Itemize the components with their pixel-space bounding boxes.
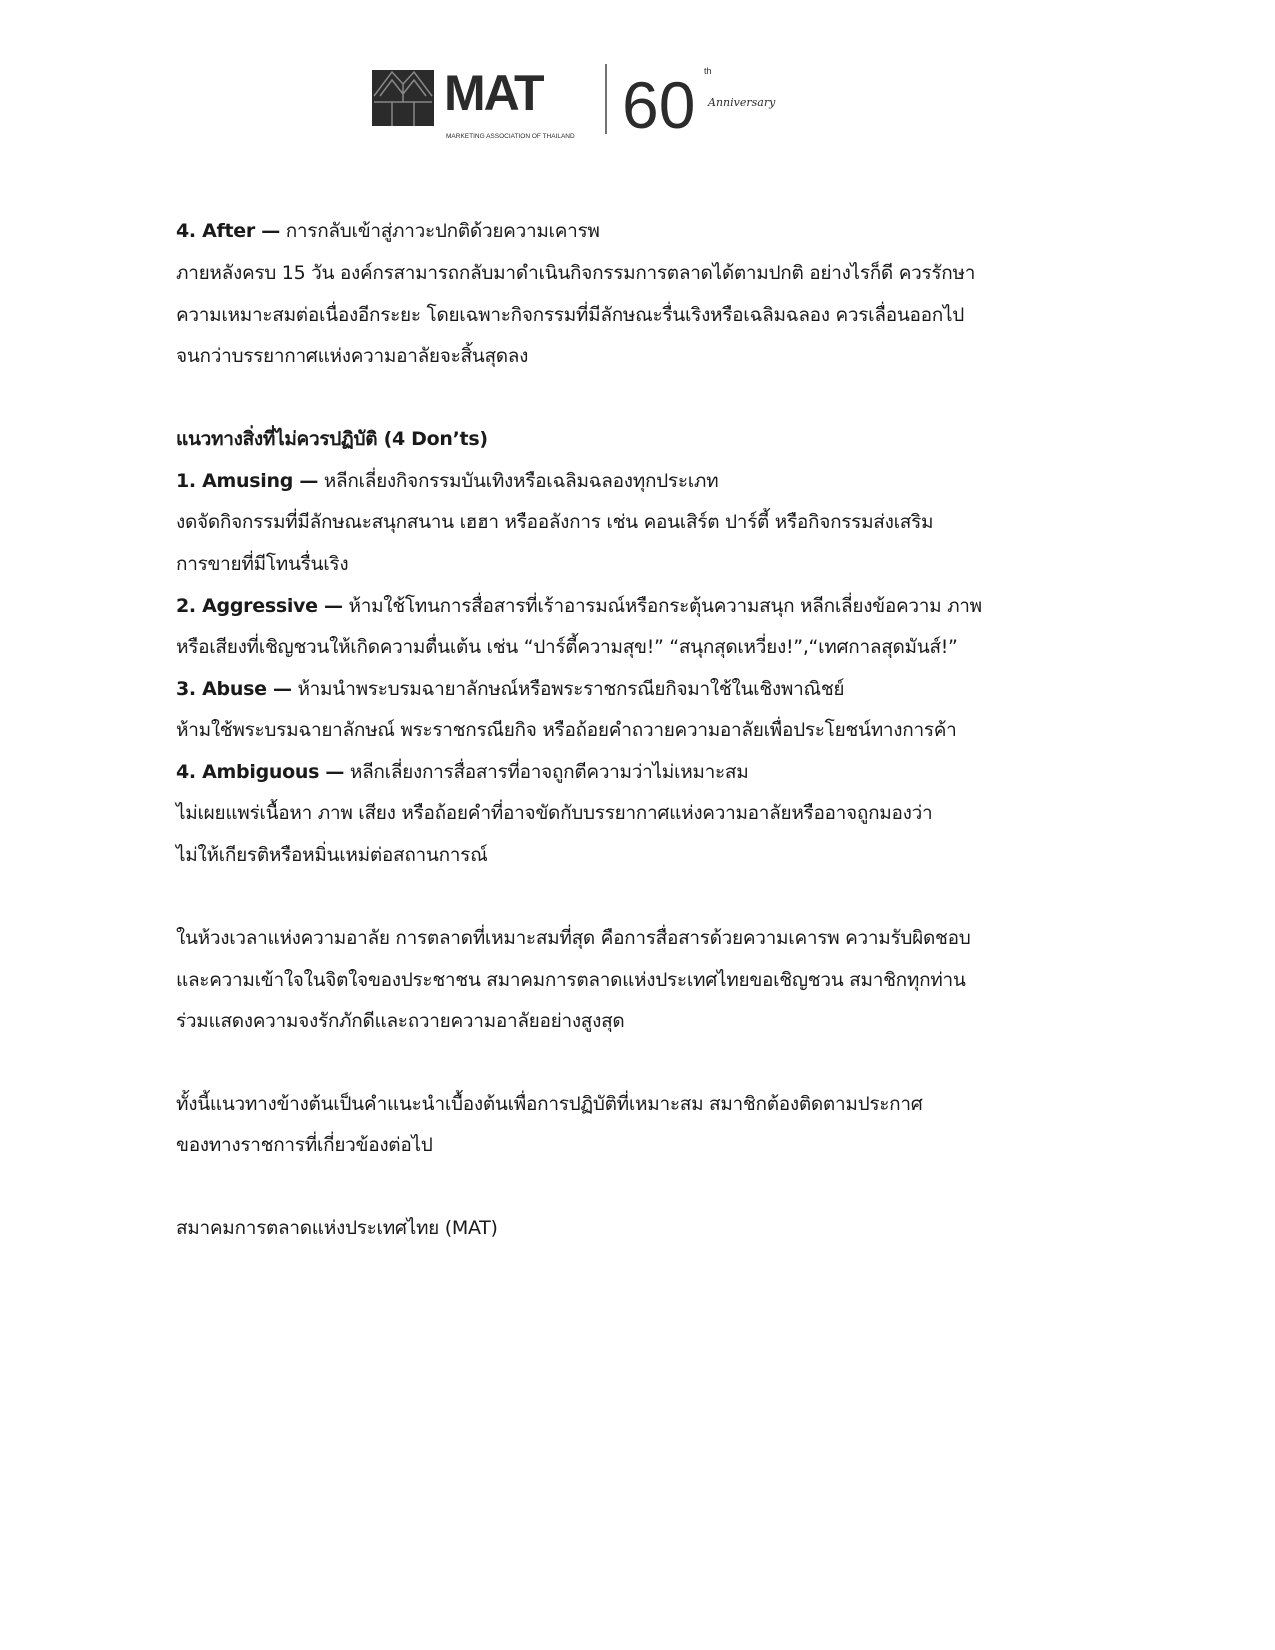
line-text: ของทางราชการที่เกี่ยวข้องต่อไป	[176, 1134, 433, 1156]
line-text: การกลับเข้าสู่ภาวะปกติด้วยความเคารพ	[279, 220, 600, 242]
paragraph-line	[176, 260, 975, 286]
line-text: จนกว่าบรรยากาศแห่งความอาลัยจะสิ้นสุดลง	[176, 345, 529, 367]
logo-brand: MAT	[444, 65, 543, 121]
logo-tagline: MARKETING ASSOCIATION OF THAILAND	[446, 133, 575, 140]
line-text: ความเหมาะสมต่อเนื่องอีกระยะ โดยเฉพาะกิจกรรมที่มีลักษณะรื่นเริงหรือเฉลิมฉลอง ควรเลื่อนออกไป	[176, 304, 964, 326]
line-text: ทั้งนี้แนวทางข้างต้นเป็นคำแนะนำเบื้องต้นเพื่อการปฏิบัติที่เหมาะสม สมาชิกต้องติดตามประกาศ	[176, 1093, 923, 1115]
line-text: ไม่เผยแพร่เนื้อหา ภาพ เสียง หรือถ้อยคำที่อาจขัดกับบรรยากาศแห่งความอาลัยหรืออาจถูกมองว่า	[176, 802, 933, 824]
paragraph-line	[176, 1091, 922, 1117]
paragraph-line	[176, 1215, 498, 1241]
paragraph-line	[176, 509, 933, 535]
line-text: และความเข้าใจในจิตใจของประชาชน สมาคมการตลาดแห่งประเทศไทยขอเชิญชวน สมาชิกทุกท่าน	[176, 969, 966, 991]
line-text: หลีกเลี่ยงกิจกรรมบันเทิงหรือเฉลิมฉลองทุกประเภท	[318, 470, 719, 492]
line-text: ในห้วงเวลาแห่งความอาลัย การตลาดที่เหมาะสมที่สุด คือการสื่อสารด้วยความเคารพ ความรับผิดชอบ	[176, 927, 971, 949]
paragraph-line	[176, 676, 844, 702]
mat-60th-anniversary-logo	[372, 62, 802, 146]
mat-logo-icon	[372, 62, 802, 146]
bold-lead: 3. Abuse —	[176, 678, 292, 700]
line-text: ห้ามนำพระบรมฉายาลักษณ์หรือพระราชกรณียกิจมาใช้ในเชิงพาณิชย์	[291, 678, 845, 700]
bold-lead: 1. Amusing —	[176, 470, 319, 492]
logo-anniversary-word: Anniversary	[708, 96, 776, 109]
line-text: หลีกเลี่ยงการสื่อสารที่อาจถูกตีความว่าไม่เหมาะสม	[344, 761, 749, 783]
paragraph-line	[176, 800, 932, 826]
paragraph-line	[176, 1008, 624, 1034]
logo-anniversary-number: 60	[622, 68, 696, 142]
paragraph-line	[176, 634, 958, 660]
bold-lead: 4. After —	[176, 220, 280, 242]
paragraph-line	[176, 593, 982, 619]
line-text: สมาคมการตลาดแห่งประเทศไทย (MAT)	[176, 1217, 498, 1239]
paragraph-line	[176, 842, 487, 868]
line-text: งดจัดกิจกรรมที่มีลักษณะสนุกสนาน เฮฮา หรืออลังการ เช่น คอนเสิร์ต ปาร์ตี้ หรือกิจกรรมส่งเสริม	[176, 511, 934, 533]
line-text: หรือเสียงที่เชิญชวนให้เกิดความตื่นเต้น เช่น “ปาร์ตี้ความสุข!” “สนุกสุดเหวี่ยง!”,“เทศกาลสุดมันส์!”	[176, 636, 958, 658]
paragraph-line	[176, 218, 600, 244]
paragraph-line	[176, 551, 348, 577]
line-text: ห้ามใช้โทนการสื่อสารที่เร้าอารมณ์หรือกระตุ้นความสนุก หลีกเลี่ยงข้อความ ภาพ	[342, 595, 982, 617]
paragraph-line	[176, 302, 964, 328]
bold-lead: 2. Aggressive —	[176, 595, 343, 617]
bold-lead: แนวทางสิ่งที่ไม่ควรปฏิบัติ (4 Don’ts)	[176, 428, 488, 450]
paragraph-line	[176, 717, 957, 743]
line-text: การขายที่มีโทนรื่นเริง	[176, 553, 349, 575]
line-text: ร่วมแสดงความจงรักภักดีและถวายความอาลัยอย่างสูงสุด	[176, 1010, 625, 1032]
paragraph-line	[176, 1132, 432, 1158]
line-text: ไม่ให้เกียรติหรือหมิ่นเหม่ต่อสถานการณ์	[176, 844, 488, 866]
paragraph-line	[176, 759, 748, 785]
paragraph-line	[176, 468, 718, 494]
logo-anniversary-suffix: th	[704, 66, 712, 76]
paragraph-line	[176, 967, 966, 993]
section-heading	[176, 426, 488, 452]
line-text: ห้ามใช้พระบรมฉายาลักษณ์ พระราชกรณียกิจ หรือถ้อยคำถวายความอาลัยเพื่อประโยชน์ทางการค้า	[176, 719, 957, 741]
paragraph-line	[176, 343, 528, 369]
bold-lead: 4. Ambiguous —	[176, 761, 345, 783]
line-text: ภายหลังครบ 15 วัน องค์กรสามารถกลับมาดำเนินกิจกรรมการตลาดได้ตามปกติ อย่างไรก็ดี ควรรักษา	[176, 262, 976, 284]
paragraph-line	[176, 925, 970, 951]
